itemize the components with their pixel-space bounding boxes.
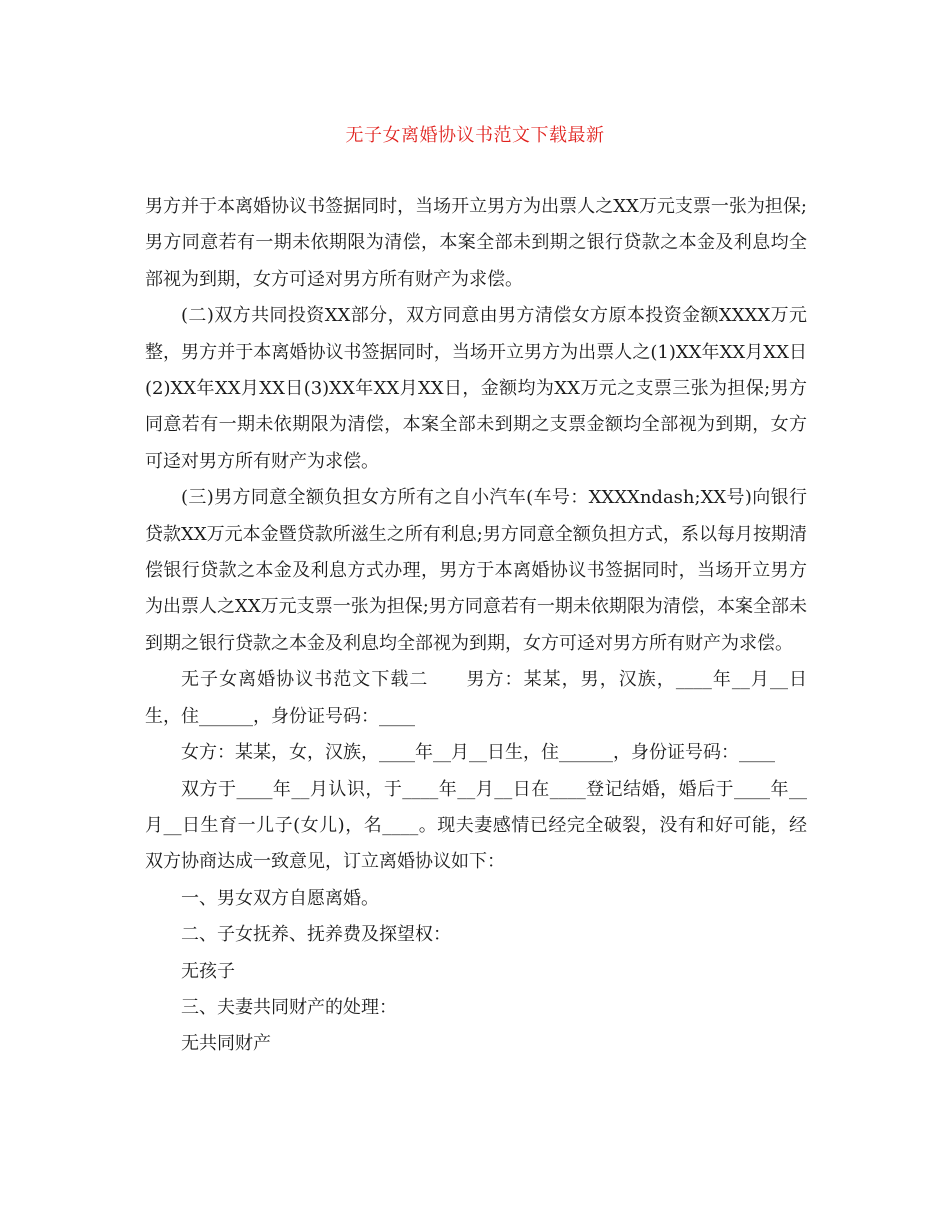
paragraph-joint-investment: (二)双方共同投资XX部分，双方同意由男方清偿女方原本投资金额XXXX万元整，男方并于本离婚协议书签据同时，当场开立男方为出票人之(1)XX年XX月XX日(2)XX年XX月XX日(3)XX年XX月XX日，金额均为XX万元之支票三张为担保;男方同意若有一期未依期限为清偿，本案全部未到期之支票金额均全部视为到期，女方可迳对男方所有财产为求偿。 (145, 305, 807, 472)
paragraph-woman: 女方：某某，女，汉族，____年__月__日生，住______，身份证号码：____ (181, 742, 775, 764)
clause-voluntary-divorce: 一、男女双方自愿离婚。 (181, 887, 379, 909)
paragraph-marriage-history: 双方于____年__月认识，于____年__月__日在____登记结婚，婚后于____年__月__日生育一儿子(女儿)，名____。现夫妻感情已经完全破裂，没有和好可能，经双方协商达成一致意见，订立离婚协议如下： (145, 778, 807, 873)
paragraph-guarantee-continued: 男方并于本离婚协议书签据同时，当场开立男方为出票人之XX万元支票一张为担保;男方同意若有一期未依期限为清偿，本案全部未到期之银行贷款之本金及利息均全部视为到期，女方可迳对男方所有财产为求偿。 (145, 196, 807, 290)
paragraph-car-loan: (三)男方同意全额负担女方所有之自小汽车(车号：XXXXndash;XX号)向银行贷款XX万元本金暨贷款所滋生之所有利息;男方同意全额负担方式，系以每月按期清偿银行贷款之本金及利息方式办理，男方于本离婚协议书签据同时，当场开立男方为出票人之XX万元支票一张为担保;男方同意若有一期未依期限为清偿，本案全部未到期之银行贷款之本金及利息均全部视为到期，女方可迳对男方所有财产为求偿。 (145, 487, 807, 654)
paragraph-sample-two-man: 无子女离婚协议书范文下载二 男方：某某，男，汉族，____年__月__日生，住______，身份证号码：____ (145, 669, 807, 727)
clause-child-custody-value: 无孩子 (181, 960, 235, 982)
clause-joint-property-value: 无共同财产 (181, 1033, 271, 1055)
clause-child-custody-heading: 二、子女抚养、抚养费及探望权： (181, 924, 451, 946)
document-title: 无子女离婚协议书范文下载最新 (345, 125, 605, 146)
clause-joint-property-heading: 三、夫妻共同财产的处理： (181, 996, 397, 1018)
document-body (145, 189, 807, 1063)
